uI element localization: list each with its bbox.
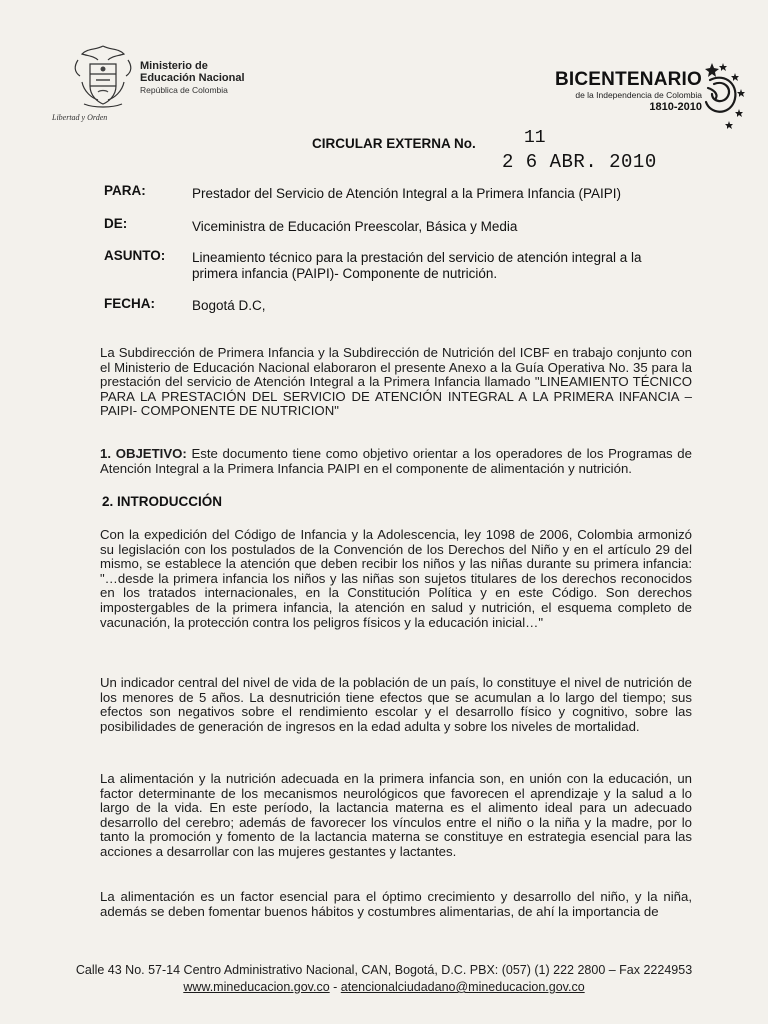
- objetivo-text: Este documento tiene como objetivo orientar a los operadores de los Programas de Atención Integral a la Primera Infancia PAIPI en el componente de alimentación y nutrición.: [100, 446, 692, 476]
- objetivo-paragraph: [100, 447, 692, 476]
- motto-text: Libertad y Orden: [52, 113, 108, 122]
- introduccion-title: 2. INTRODUCCIÓN: [102, 494, 223, 509]
- para-value: Prestador del Servicio de Atención Integral a la Primera Infancia (PAIPI): [192, 186, 621, 201]
- de-label: DE:: [104, 216, 128, 231]
- circular-number: 11: [524, 128, 546, 148]
- bicentenario-logo-text: [555, 70, 702, 114]
- ministry-line-2: Educación Nacional: [140, 72, 245, 84]
- asunto-value: Lineamiento técnico para la prestación del servicio de atención integral a la primera infancia (PAIPI)- Componente de nutrición.: [192, 250, 642, 281]
- footer-website-link[interactable]: www.mineducacion.gov.co: [183, 980, 330, 994]
- bicentenario-subtitle: de la Independencia de Colombia: [575, 90, 702, 100]
- intro-paragraph: La Subdirección de Primera Infancia y la Subdirección de Nutrición del ICBF en trabajo conjunto con el Ministerio de Educación Nacional elaboraron el presente Anexo a la Guía Operativa No. 35 para la prestación del servicio de Atención Integral a la Primera Infancia llamado "LINEAMIENTO TÉCNICO PARA LA PRESTACIÓN DEL SERVICIO DE ATENCIÓN INTEGRAL A LA PRIMERA INFANCIA – PAIPI- COMPONENTE DE NUTRICION": [100, 345, 692, 419]
- ministry-line-1: Ministerio de: [140, 60, 208, 72]
- fecha-value: Bogotá D.C,: [192, 298, 266, 313]
- body-paragraph-1: Con la expedición del Código de Infancia y la Adolescencia, ley 1098 de 2006, Colombia armonizó su legislación con los postulados de la Convención de los Derechos del Niño y en el artículo 29 del mismo, se establece la atención que deben recibir los niños y las niñas durante su primera infancia: "…desde la primera infancia los niños y las niñas son sujetos titulares de los derechos reconocidos en los tratados internacionales, en la Constitución Política y en este Código. Son derechos impostergables de la primera infancia, la atención en salud y nutrición, el esquema completo de vacunación, la protección contra los peligros físicos y la educación inicial…": [100, 527, 692, 630]
- body-paragraph-2: Un indicador central del nivel de vida de la población de un país, lo constituye el nivel de nutrición de los menores de 5 años. La desnutrición tiene efectos que se acumulan a lo largo del tiempo; sus efectos son negativos sobre el rendimiento escolar y el desarrollo físico y cognitivo, sobre las posibilidades de generación de ingresos en la edad adulta y sobre los niveles de mortalidad.: [100, 675, 692, 734]
- footer-separator: -: [329, 980, 341, 994]
- objetivo-label: 1. OBJETIVO:: [100, 446, 187, 461]
- de-value: Viceministra de Educación Preescolar, Básica y Media: [192, 219, 518, 234]
- coat-of-arms-icon: [70, 42, 136, 114]
- ministry-name-block: [140, 60, 245, 96]
- bicentenario-swirl-icon: [700, 62, 748, 134]
- body-paragraph-3: La alimentación y la nutrición adecuada en la primera infancia son, en unión con la educación, un factor determinante de los mecanismos neurológicos que favorecen el aprendizaje y la salud a lo largo de la vida. En este período, la lactancia materna es el alimento ideal para un adecuado desarrollo del cerebro; además de favorecer los vínculos entre el niño o la niña y la madre, por lo tanto la promoción y fomento de la lactancia materna se constituye en estrategia esencial para las acciones a desarrollar con las mujeres gestantes y lactantes.: [100, 771, 692, 859]
- fecha-label: FECHA:: [104, 296, 155, 311]
- ministry-line-3: República de Colombia: [140, 85, 228, 95]
- footer-email-link[interactable]: atencionalciudadano@mineducacion.gov.co: [340, 980, 585, 994]
- bicentenario-years: 1810-2010: [649, 101, 702, 113]
- circular-title: CIRCULAR EXTERNA No.: [312, 136, 476, 151]
- body-paragraph-4: La alimentación es un factor esencial para el óptimo crecimiento y desarrollo del niño, y la niña, además se deben fomentar buenos hábitos y costumbres alimentarias, de ahí la importancia de: [100, 889, 692, 919]
- coat-of-arms-logo: [70, 42, 136, 122]
- asunto-label: ASUNTO:: [104, 248, 166, 263]
- bicentenario-name: BICENTENARIO: [554, 69, 702, 90]
- footer-address: Calle 43 No. 57-14 Centro Administrativo Nacional, CAN, Bogotá, D.C. PBX: (057) (1) 222 2800 – Fax 2224953: [75, 963, 693, 977]
- footer-contacts: [0, 980, 768, 994]
- circular-date-stamp: 2 6 ABR. 2010: [502, 151, 657, 173]
- para-label: PARA:: [104, 183, 146, 198]
